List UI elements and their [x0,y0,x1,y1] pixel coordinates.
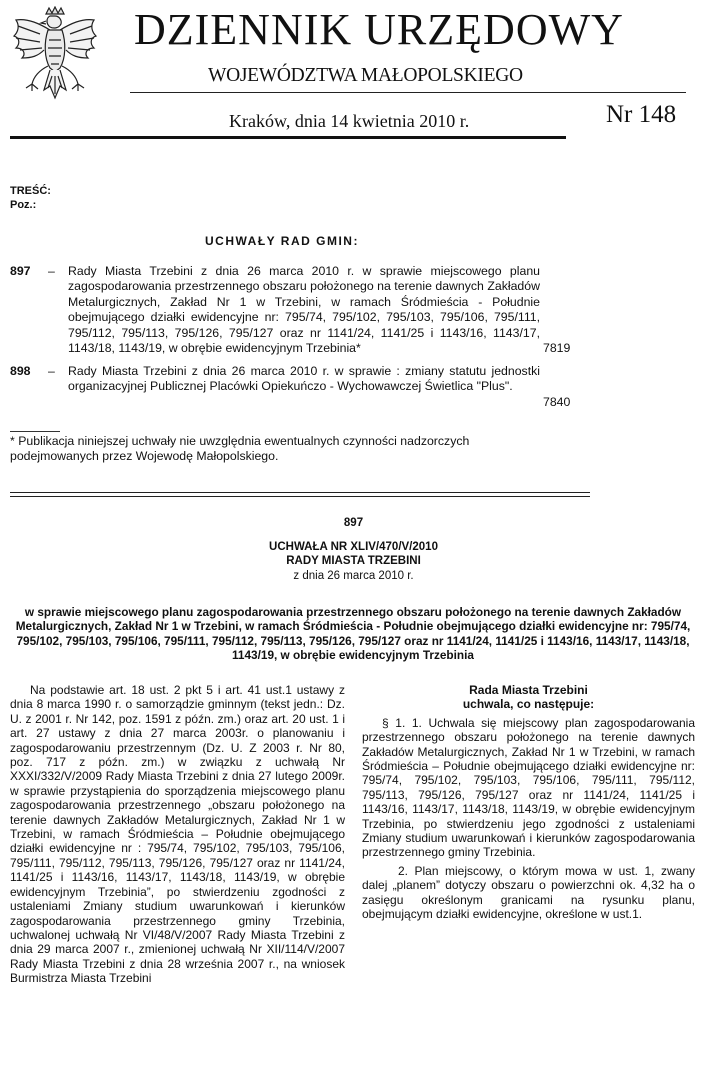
toc-entry-text: Rady Miasta Trzebini z dnia 26 marca 2010 r. w sprawie miejscowego planu zagospodarowania przestrzennego obszaru położonego na terenie dawnych Zakładów Metalurgicznych, Zakład Nr 1 w Trzebini, w ramach Śródmieścia - Południe obejmującego działki ewidencyjne nr: 795/74, 795/102, 795/103, 795/106, 795/111, 795/112, 795/113, 795/126, 795/127 oraz nr 1141/24, 1141/25 i 1143/16, 1143/17, 1143/18, 1143/19, w obrębie ewidencyjnym Trzebinia* [68,264,540,356]
toc-entry-position: 898 [10,364,31,378]
act-issuer: RADY MIASTA TRZEBINI [286,555,421,567]
enacting-formula: uchwala, co następuje: [462,697,595,712]
masthead-rule [130,92,686,93]
masthead-date: Kraków, dnia 14 kwietnia 2010 r. [229,111,470,131]
eagle-emblem-icon [10,6,100,106]
date-rule [10,136,566,139]
toc-entry-text: Rady Miasta Trzebini z dnia 26 marca 2010 r. w sprawie : zmiany statutu jednostki organizacyjnej Publicznej Placówki Opiekuńczo - Wychowawczej Świetlica "Plus". [68,364,540,394]
preamble: Na podstawie art. 18 ust. 2 pkt 5 i art. 41 ust.1 ustawy z dnia 8 marca 1990 r. o samorządzie gminnym (tekst jedn.: Dz. U. z 2001 r. Nr 142, poz. 1591 z późn. zm.) oraz art. 20 ust. 1 i art. 27 ustawy z dnia 27 marca 2003r. o planowaniu i zagospodarowaniu przestrzennym (Dz. U. Z 2003 r. Nr 80, poz. 717 z późn. zm.) w związku z uchwałą Nr XXXI/332/V/2009 Rady Miasta Trzebini z dnia 27 lutego 2009r. w sprawie przystąpienia do sporządzenia miejscowego planu zagospodarowania przestrzennego „obszaru położonego na terenie dawnych Zakładów Metalurgicznych, Zakład Nr 1 w Trzebini, w ramach Śródmieścia – Południe obejmującego działki ewidencyjne nr : 795/74, 795/102, 795/103, 795/106, 795/111, 795/112, 795/113, 795/126, 795/127 oraz nr 1141/24, 1141/25 i 1143/16, 1143/17, 1143/18, 1143/19, w obrębie ewidencyjnym Trzebinia”, po stwierdzeniu zgodności z ustaleniami Zmiany studium uwarunkowań i kierunków zagospodarowania przestrzennego gminy Trzebinia, uchwalonej uchwałą Nr VI/48/V/2007 Rady Miasta Trzebini z dnia 29 marca 2007 r., zmienionej uchwałą Nr XII/114/V/2007 Rady Miasta Trzebini z dnia 28 września 2007 r., na wniosek Burmistrza Miasta Trzebini [10,683,345,986]
body-column-left [10,683,345,986]
section-divider [10,496,590,497]
act-date: z dnia 26 marca 2010 r. [293,570,414,582]
toc-heading: UCHWAŁY RAD GMIN: [205,234,359,248]
toc-label-position: Poz.: [10,199,37,211]
masthead-subtitle: WOJEWÓDZTWA MAŁOPOLSKIEGO [208,65,523,86]
paragraph-1: § 1. 1. Uchwala się miejscowy plan zagospodarowania przestrzennego obszaru położonego na terenie dawnych Zakładów Metalurgicznych, Zakład Nr 1 w Trzebini, w ramach Śródmieścia – Południe obejmującego działki ewidencyjne nr: 795/74, 795/102, 795/103, 795/106, 795/111, 795/112, 795/113, 795/126, 795/127 oraz nr 1141/24, 1141/25 i 1143/16, 1143/17, 1143/18, 1143/19, w obrębie ewidencyjnym Trzebinia, po stwierdzeniu jego zgodności z ustaleniami Zmiany studium uwarunkowań i kierunków zagospodarowania przestrzennego gminy Trzebinia. [362,715,695,860]
toc-entry[interactable] [10,364,571,412]
act-title: UCHWAŁA NR XLIV/470/V/2010 [269,541,438,553]
toc-entry-dash: – [48,364,55,378]
issue-number: Nr 148 [606,101,677,128]
toc-entry-dash: – [48,264,55,278]
footnote-rule [10,431,60,432]
act-position-number: 897 [343,517,364,529]
toc-entry-page: 7819 [543,341,571,355]
body-column-right [362,683,695,922]
paragraph-2: 2. Plan miejscowy, o którym mowa w ust. 1, zwany dalej „planem” dotyczy obszaru o powierzchni ok. 4,32 ha o zasięgu określonym granicami na rysunku planu, obejmującym działki ewidencyjne, określone w ust.1. [362,863,695,922]
masthead-title: DZIENNIK URZĘDOWY [134,5,624,54]
toc-entry-position: 897 [10,264,31,278]
toc-entry[interactable] [10,264,571,359]
toc-label-contents: TREŚĆ: [10,185,51,197]
section-divider [10,492,590,493]
act-subject: w sprawie miejscowego planu zagospodarowania przestrzennego obszaru położonego na terenie dawnych Zakładów Metalurgicznych, Zakład Nr 1 w Trzebini, w ramach Śródmieścia - Południe obejmującego działki ewidencyjne nr: 795/74, 795/102, 795/103, 795/106, 795/111, 795/112, 795/113, 795/126, 795/127 oraz nr 1141/24, 1141/25 i 1143/16, 1143/17, 1143/18, 1143/19, w obrębie ewidencyjnym Trzebinia [15,605,691,663]
enacting-body: Rada Miasta Trzebini [469,683,588,697]
footnote: * Publikacja niniejszej uchwały nie uwzględnia ewentualnych czynności nadzorczych podejmowanych przez Wojewodę Małopolskiego. [10,434,470,464]
toc-entry-page: 7840 [543,395,571,409]
